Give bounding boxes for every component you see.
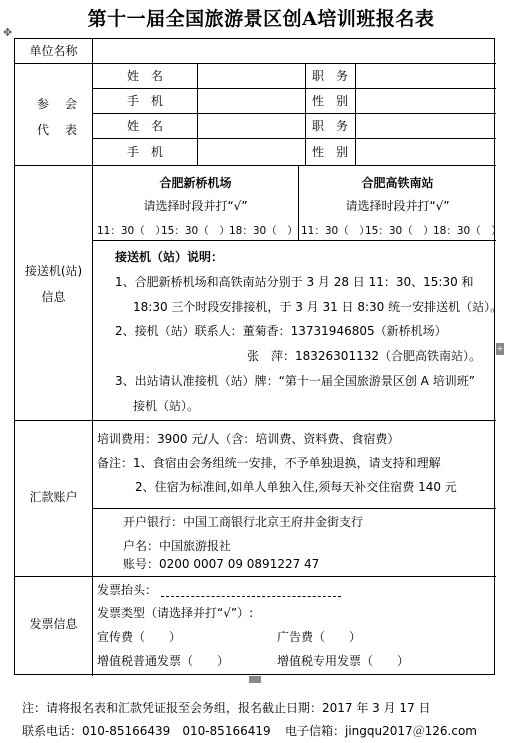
- station-instruction: 请选择时段并打“√”: [345, 199, 450, 213]
- pickup-note-line: 张 萍：18326301132（合肥高铁南站）。: [247, 349, 481, 363]
- rep-gender-label: 性 别: [311, 94, 348, 108]
- bank-line: 开户银行：中国工商银行北京王府井金街支行: [123, 515, 364, 529]
- footer-note: 注：请将报名表和汇款凭证报至会务组，报名截止日期：2017 年 3 月 17 日: [22, 701, 431, 715]
- remit-label: 汇款账户: [29, 490, 78, 504]
- footer-phone: 联系电话：010-85166439 010-85166419: [22, 724, 271, 738]
- airport-instruction: 请选择时段并打“√”: [143, 199, 248, 213]
- rep-title-field[interactable]: [357, 65, 493, 86]
- pickup-note-line: 接机（站）。: [133, 399, 200, 413]
- station-slot-1530[interactable]: 15：30（ ）: [365, 225, 434, 237]
- invoice-option-vat-general[interactable]: 增值税普通发票（ ）: [97, 654, 230, 668]
- rep-name-field[interactable]: [199, 65, 303, 86]
- invoice-header-field[interactable]: [161, 596, 341, 597]
- rep-gender-field[interactable]: [357, 140, 493, 163]
- registration-form: [14, 38, 503, 675]
- pickup-note-line: 18:30 三个时段安排接机，于 3 月 31 日 8:30 统一安排送机（站）。: [133, 300, 503, 314]
- rep-title-label: 职 务: [311, 69, 348, 83]
- rep-title-field[interactable]: [357, 115, 493, 136]
- account-name: 户名：中国旅游报社: [123, 539, 232, 553]
- unit-name-field[interactable]: [95, 41, 493, 61]
- station-slot-1830[interactable]: 18：30（ ）: [433, 225, 502, 237]
- rep-gender-field[interactable]: [357, 90, 493, 111]
- footer-email: 电子信箱：jingqu2017＠126.com: [285, 724, 478, 738]
- airport-name: 合肥新桥机场: [159, 176, 232, 190]
- invoice-option-publicity[interactable]: 宣传费（ ）: [97, 630, 182, 644]
- invoice-type-label: 发票类型（请选择并打“√”）:: [97, 606, 254, 620]
- rep-label-char: 代: [37, 123, 50, 137]
- pickup-note-line: 3、出站请认准接机（站）牌：“第十一届全国旅游景区创 A 培训班”: [115, 374, 475, 388]
- station-name: 合肥高铁南站: [361, 176, 434, 190]
- remark-line: 2、住宿为标准间,如单人单独入住,须每天补交住宿费 140 元: [135, 480, 457, 494]
- rep-phone-label: 手 机: [126, 94, 163, 108]
- invoice-option-vat-special[interactable]: 增值税专用发票（ ）: [277, 654, 410, 668]
- pickup-label: 接送机(站): [24, 264, 83, 278]
- station-slot-1130[interactable]: 11：30（ ）: [301, 225, 370, 237]
- airport-slot-1830[interactable]: 18：30（ ）: [229, 225, 298, 237]
- invoice-header-label: 发票抬头：: [97, 583, 158, 597]
- fee-line: 培训费用：3900 元/人（含：培训费、资料费、食宿费）: [97, 432, 400, 446]
- rep-name-field[interactable]: [199, 115, 303, 136]
- rep-phone-field[interactable]: [199, 140, 303, 163]
- rep-label-char: 会: [65, 97, 78, 111]
- remark-line: 备注：1、食宿由会务组统一安排，不予单独退换，请支持和理解: [97, 456, 441, 470]
- airport-slot-1530[interactable]: 15：30（ ）: [161, 225, 230, 237]
- account-number: 账号：0200 0007 09 0891227 47: [123, 557, 320, 571]
- rep-label-char: 表: [65, 123, 78, 137]
- move-handle-icon[interactable]: ✥: [3, 26, 13, 39]
- rep-gender-label: 性 别: [311, 145, 348, 159]
- rep-name-label: 姓 名: [126, 119, 163, 133]
- rep-phone-label: 手 机: [126, 145, 163, 159]
- pickup-notes-heading: 接送机（站）说明：: [115, 250, 224, 264]
- rep-name-label: 姓 名: [126, 69, 163, 83]
- pickup-note-line: 1、合肥新桥机场和高铁南站分别于 3 月 28 日 11：30、15:30 和: [115, 275, 474, 289]
- rep-phone-field[interactable]: [199, 90, 303, 111]
- unit-name-label: 单位名称: [29, 44, 78, 58]
- invoice-label: 发票信息: [29, 617, 78, 631]
- pickup-note-line: 2、接机（站）联系人：董菊香：13731946805（新桥机场）: [115, 324, 447, 338]
- table-resize-bottom-icon[interactable]: [249, 676, 261, 683]
- rep-title-label: 职 务: [311, 119, 348, 133]
- pickup-label-2: 信息: [41, 290, 66, 304]
- rep-label-char: 参: [37, 97, 50, 111]
- airport-slot-1130[interactable]: 11：30（ ）: [97, 225, 166, 237]
- invoice-option-advertising[interactable]: 广告费（ ）: [277, 630, 362, 644]
- page-title: 第十一届全国旅游景区创A培训班报名表: [87, 8, 435, 30]
- table-resize-right-icon[interactable]: +: [496, 344, 504, 353]
